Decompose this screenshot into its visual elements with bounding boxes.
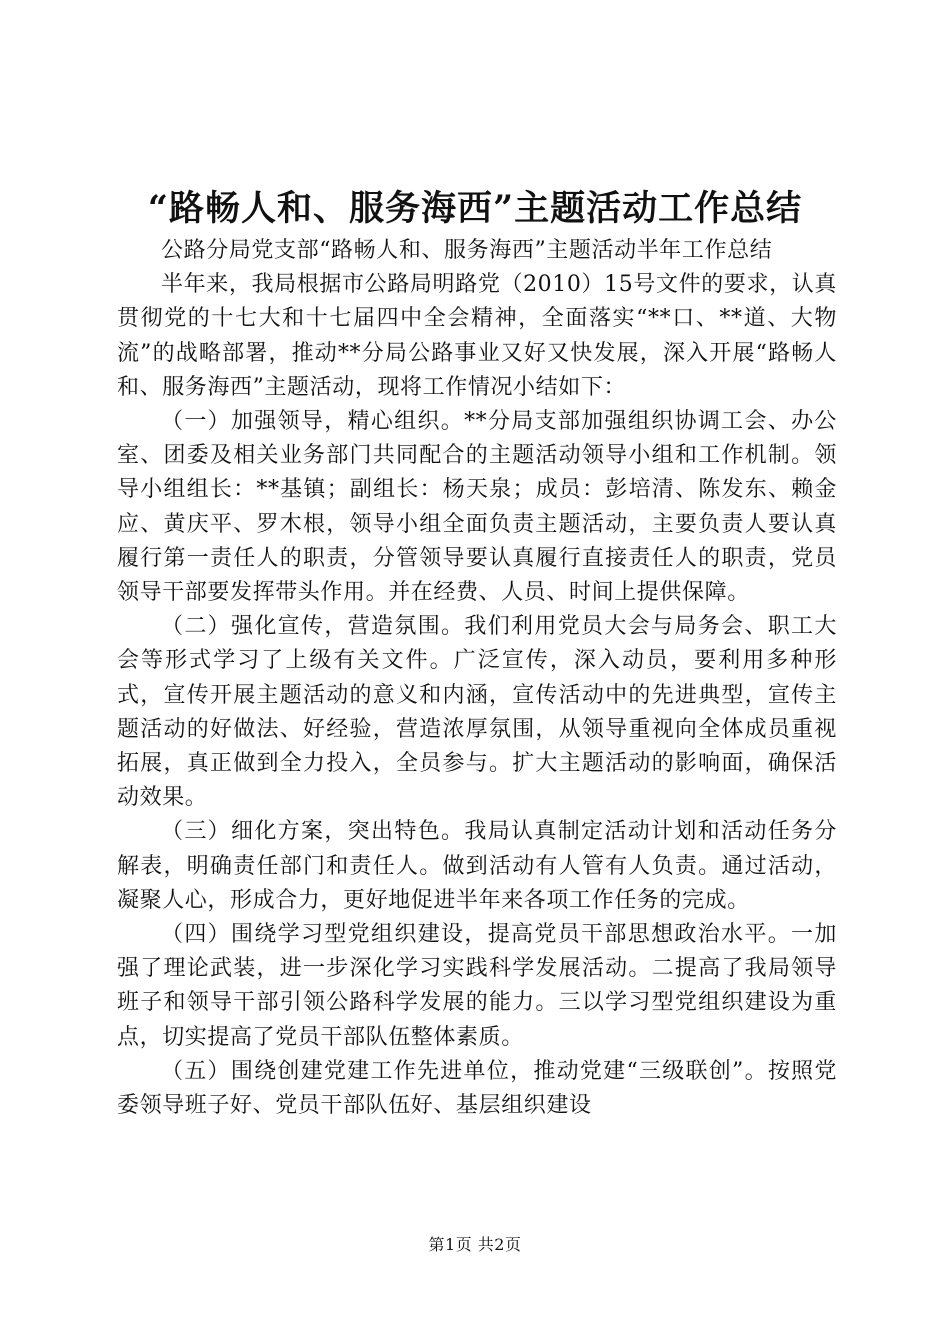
paragraph-section-4: （四）围绕学习型党组织建设，提高党员干部思想政治水平。一加强了理论武装，进一步深化学习实践科学发展活动。二提高了我局领导班子和领导干部引领公路科学发展的能力。三以学习型党组织建设为重点，切实提高了党员干部队伍整体素质。 bbox=[117, 922, 837, 1050]
paragraph-section-5: （五）围绕创建党建工作先进单位，推动党建“三级联创”。按照党委领导班子好、党员干部队伍好、基层组织建设 bbox=[117, 1058, 837, 1119]
paragraph-section-2: （二）强化宣传，营造氛围。我们利用党员大会与局务会、职工大会等形式学习了上级有关文件。广泛宣传，深入动员，要利用多种形式，宣传开展主题活动的意义和内涵，宣传活动中的先进典型，宣传主题活动的好做法、好经验，营造浓厚氛围，从领导重视向全体成员重视拓展，真正做到全力投入，全员参与。扩大主题活动的影响面，确保活动效果。 bbox=[117, 614, 837, 811]
paragraph-intro: 半年来，我局根据市公路局明路党（2010）15号文件的要求，认真贯彻党的十七大和十七届四中全会精神，全面落实“**口、**道、大物流”的战略部署，推动**分局公路事业又好又快发展，深入开展“路畅人和、服务海西”主题活动，现将工作情况小结如下： bbox=[117, 272, 837, 400]
document-body bbox=[117, 234, 837, 1123]
paragraph-section-3: （三）细化方案，突出特色。我局认真制定活动计划和活动任务分解表，明确责任部门和责任人。做到活动有人管有人负责。通过活动，凝聚人心，形成合力，更好地促进半年来各项工作任务的完成。 bbox=[117, 819, 837, 913]
page-number-footer: 第1页 共2页 bbox=[428, 1235, 522, 1254]
paragraph-section-1: （一）加强领导，精心组织。**分局支部加强组织协调工会、办公室、团委及相关业务部门共同配合的主题活动领导小组和工作机制。领导小组组长：**基镇；副组长：杨天泉；成员：彭培清、陈发东、赖金应、黄庆平、罗木根，领导小组全面负责主题活动，主要负责人要认真履行第一责任人的职责，分管领导要认真履行直接责任人的职责，党员领导干部要发挥带头作用。并在经费、人员、时间上提供保障。 bbox=[117, 409, 837, 606]
document-title: “路畅人和、服务海西”主题活动工作总结 bbox=[147, 188, 803, 229]
paragraph-subtitle: 公路分局党支部“路畅人和、服务海西”主题活动半年工作总结 bbox=[161, 238, 773, 263]
